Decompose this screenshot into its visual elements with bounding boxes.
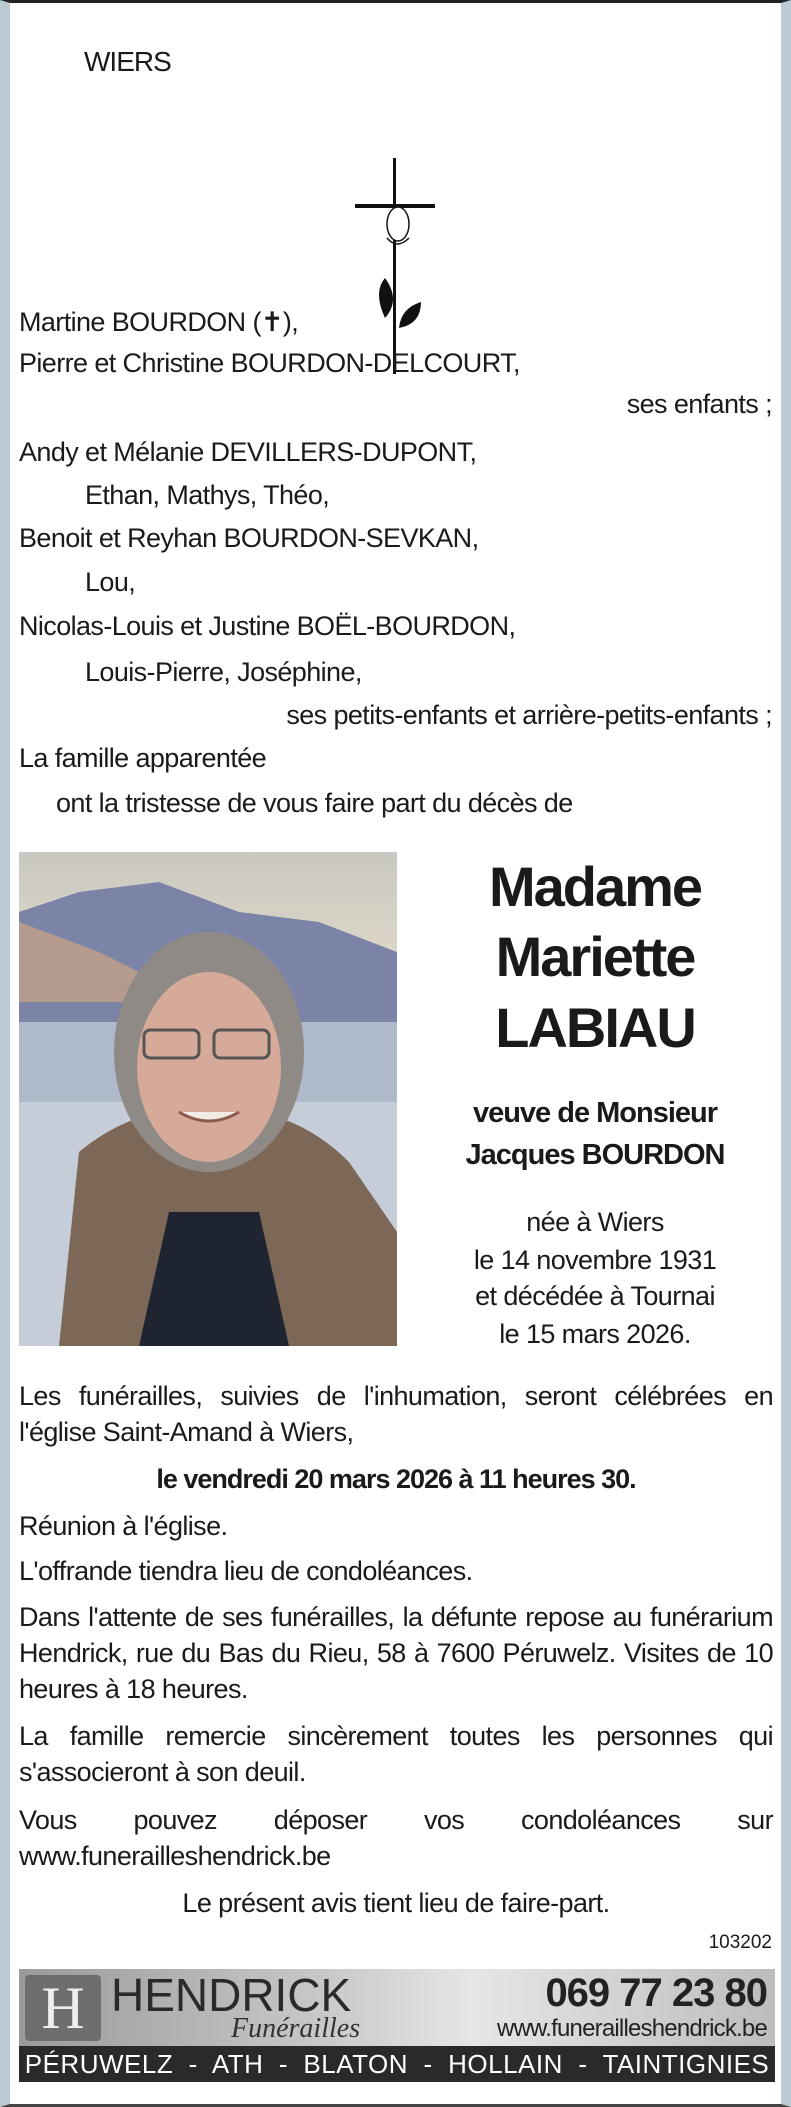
cross-with-rose-icon — [355, 158, 435, 374]
hendrick-logo-icon: H — [25, 1975, 101, 2041]
family-line: Lou, — [85, 567, 136, 597]
condolences-link[interactable]: www.funerailleshendrick.be — [19, 1841, 331, 1871]
family-line: La famille apparentée — [19, 743, 267, 773]
death-line: le 15 mars 2026. — [499, 1319, 691, 1349]
condolences-text: Vous pouvez déposer vos condoléances sur — [19, 1805, 773, 1835]
birth-line: née à Wiers — [526, 1207, 664, 1237]
offering-text: L'offrande tiendra lieu de condoléances. — [19, 1556, 473, 1586]
deceased-title: Madame — [488, 855, 702, 918]
death-line: et décédée à Tournai — [475, 1281, 715, 1311]
reference-number: 103202 — [708, 1932, 772, 1953]
brand-subtitle: Funérailles — [231, 2013, 361, 2044]
meeting-text: Réunion à l'église. — [19, 1511, 228, 1541]
brand-name: HENDRICK — [111, 1969, 352, 2021]
family-line: Nicolas-Louis et Justine BOËL-BOURDON, — [19, 611, 516, 641]
town-heading: WIERS — [84, 46, 171, 77]
widow-line: veuve de Monsieur — [472, 1097, 718, 1129]
announcement-line: ont la tristesse de vous faire part du décès de — [56, 788, 573, 818]
funeral-text: Les funérailles, suivies de l'inhumation, seront célébrées en l'église Saint-Amand à Wiers, — [19, 1381, 773, 1447]
family-line: Benoit et Reyhan BOURDON-SEVKAN, — [19, 523, 479, 553]
thanks-text: La famille remercie sincèrement toutes les personnes qui s'associeront à son deuil. — [19, 1721, 773, 1787]
family-line: Louis-Pierre, Joséphine, — [85, 657, 362, 687]
widow-line: Jacques BOURDON — [465, 1139, 725, 1171]
locations-strip: PÉRUWELZ - ATH - BLATON - HOLLAIN - TAINTIGNIES — [19, 2046, 775, 2082]
family-role: ses petits-enfants et arrière-petits-enfants ; — [286, 700, 772, 730]
family-line: Pierre et Christine BOURDON-DELCOURT, — [19, 348, 520, 378]
rest-text: Dans l'attente de ses funérailles, la défunte repose au funérarium Hendrick, rue du Bas du Rieu, 58 à 7600 Péruwelz. Visites de 10 heures à 18 heures. — [19, 1602, 773, 1704]
birth-line: le 14 novembre 1931 — [473, 1245, 717, 1275]
family-line: Martine BOURDON (✝), — [19, 307, 299, 337]
funeral-home-banner — [19, 1969, 775, 2082]
portrait-photo — [19, 852, 397, 1346]
family-line: Ethan, Mathys, Théo, — [85, 480, 330, 510]
phone-number[interactable]: 069 77 23 80 — [545, 1971, 767, 2015]
deceased-first-name: Mariette — [495, 925, 695, 988]
funeral-date: le vendredi 20 mars 2026 à 11 heures 30. — [156, 1464, 636, 1494]
deceased-last-name: LABIAU — [495, 996, 695, 1059]
notice-text: Le présent avis tient lieu de faire-part. — [182, 1888, 610, 1918]
family-role: ses enfants ; — [626, 389, 772, 419]
banner-website[interactable]: www.funerailleshendrick.be — [496, 2015, 767, 2042]
family-line: Andy et Mélanie DEVILLERS-DUPONT, — [19, 437, 477, 467]
